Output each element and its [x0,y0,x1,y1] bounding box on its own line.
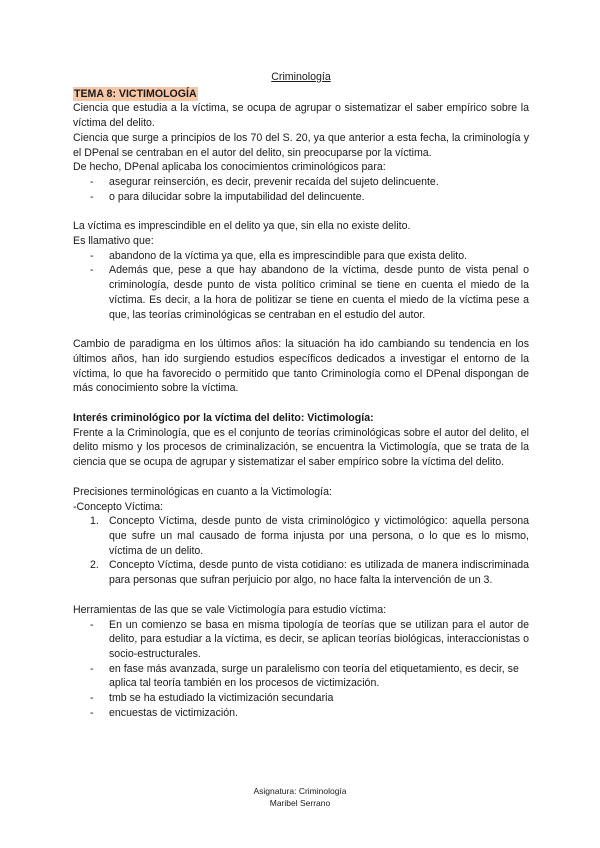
list-text: Concepto Víctima, desde punto de vista cotidiano: es utilizada de manera indiscriminada para personas que sufran perjuicio por algo, no hace falta la intervención de un 3. [109,559,529,587]
list-text: Concepto Víctima, desde punto de vista criminológico y victimológico: aquella persona que sufre un mal causado de forma injusta por una persona, o lo que es lo mismo, víctima de un delito. [109,515,529,557]
section2-list [73,249,529,323]
intro-paragraph-1: Ciencia que estudia a la víctima, se ocupa de agrupar o sistematizar el saber empírico sobre la víctima del delito. [73,102,529,130]
list-item: - en fase más avanzada, surge un paralelismo con teoría del etiquetamiento, es decir, se aplica tal teoría también en los procesos de victimización. [73,662,529,691]
list-item: - En un comienzo se basa en misma tipología de teorías que se utilizan para el autor de delito, para estudiar a la víctima, es decir, se aplican teorías biológicas, interaccionistas o socio-estructurales. [73,618,529,662]
page-footer [0,786,600,809]
intro-paragraph-3: De hecho, DPenal aplicaba los conocimientos criminológicos para: [73,161,386,174]
victimologia-paragraph: Frente a la Criminología, que es el conjunto de teorías criminológicas sobre el autor del delito, el delito mismo y los procesos de criminalización, se encuentra la Victimología, que se trata de la ciencia que se ocupa de agrupar y sistematizar el saber empírico sobre la víctima del delito. [73,426,529,469]
list-number: 1. [90,515,99,528]
concepto-list [73,514,529,588]
intro-paragraph-2: Ciencia que surge a principios de los 70 del S. 20, ya que anterior a esta fecha, la criminología y el DPenal se centraban en el autor del delito, sin preocuparse por la víctima. [73,131,529,159]
list-item: - o para dilucidar sobre la imputabilidad del delincuente. [73,190,529,205]
list-item: - Además que, pese a que hay abandono de la víctima, desde punto de vista penal o criminología, desde punto de vista político criminal se tiene en cuenta el miedo de la víctima. Es decir, a la hora de politizar se tiene en cuenta el miedo de la víctima pese a que, las teorías criminológicas se centraban en el estudio del autor. [73,263,529,322]
intro-list [73,175,529,204]
list-item: - abandono de la víctima ya que, ella es imprescindible para que exista delito. [73,249,529,264]
tema-heading: TEMA 8: VICTIMOLOGÍA [74,87,197,100]
herramientas-heading: Herramientas de las que se vale Victimología para estudio víctima: [73,603,387,616]
concepto-label: -Concepto Víctima: [73,500,164,513]
section-heading: Interés criminológico por la víctima del delito: Victimología: [73,412,374,425]
page-title: Criminología [271,71,331,83]
herramientas-list [73,618,529,721]
list-item: - tmb se ha estudiado la victimización secundaria [73,691,529,706]
footer-author: Maribel Serrano [269,797,331,808]
list-item [73,558,529,587]
list-item [73,514,529,558]
list-item: - encuestas de victimización. [73,706,529,721]
precisiones-heading: Precisiones terminológicas en cuanto a la Victimología: [73,485,332,498]
paradigm-paragraph: Cambio de paradigma en los últimos años: la situación ha ido cambiando su tendencia en los últimos años, han ido surgiendo estudios específicos dedicados a investigar el entorno de la víctima, lo que ha favorecido o permitido que tanto Criminología como el DPenal dispongan de más conocimiento sobre la víctima. [73,338,529,395]
section2-paragraph-2: Es llamativo que: [73,235,154,248]
footer-subject: Asignatura: Criminología [253,786,347,796]
document-page [73,70,529,720]
list-item: - asegurar reinserción, es decir, prevenir recaída del sujeto delincuente. [73,175,529,190]
section2-paragraph-1: La víctima es imprescindible en el delito ya que, sin ella no existe delito. [73,220,411,233]
list-number: 2. [90,559,99,572]
